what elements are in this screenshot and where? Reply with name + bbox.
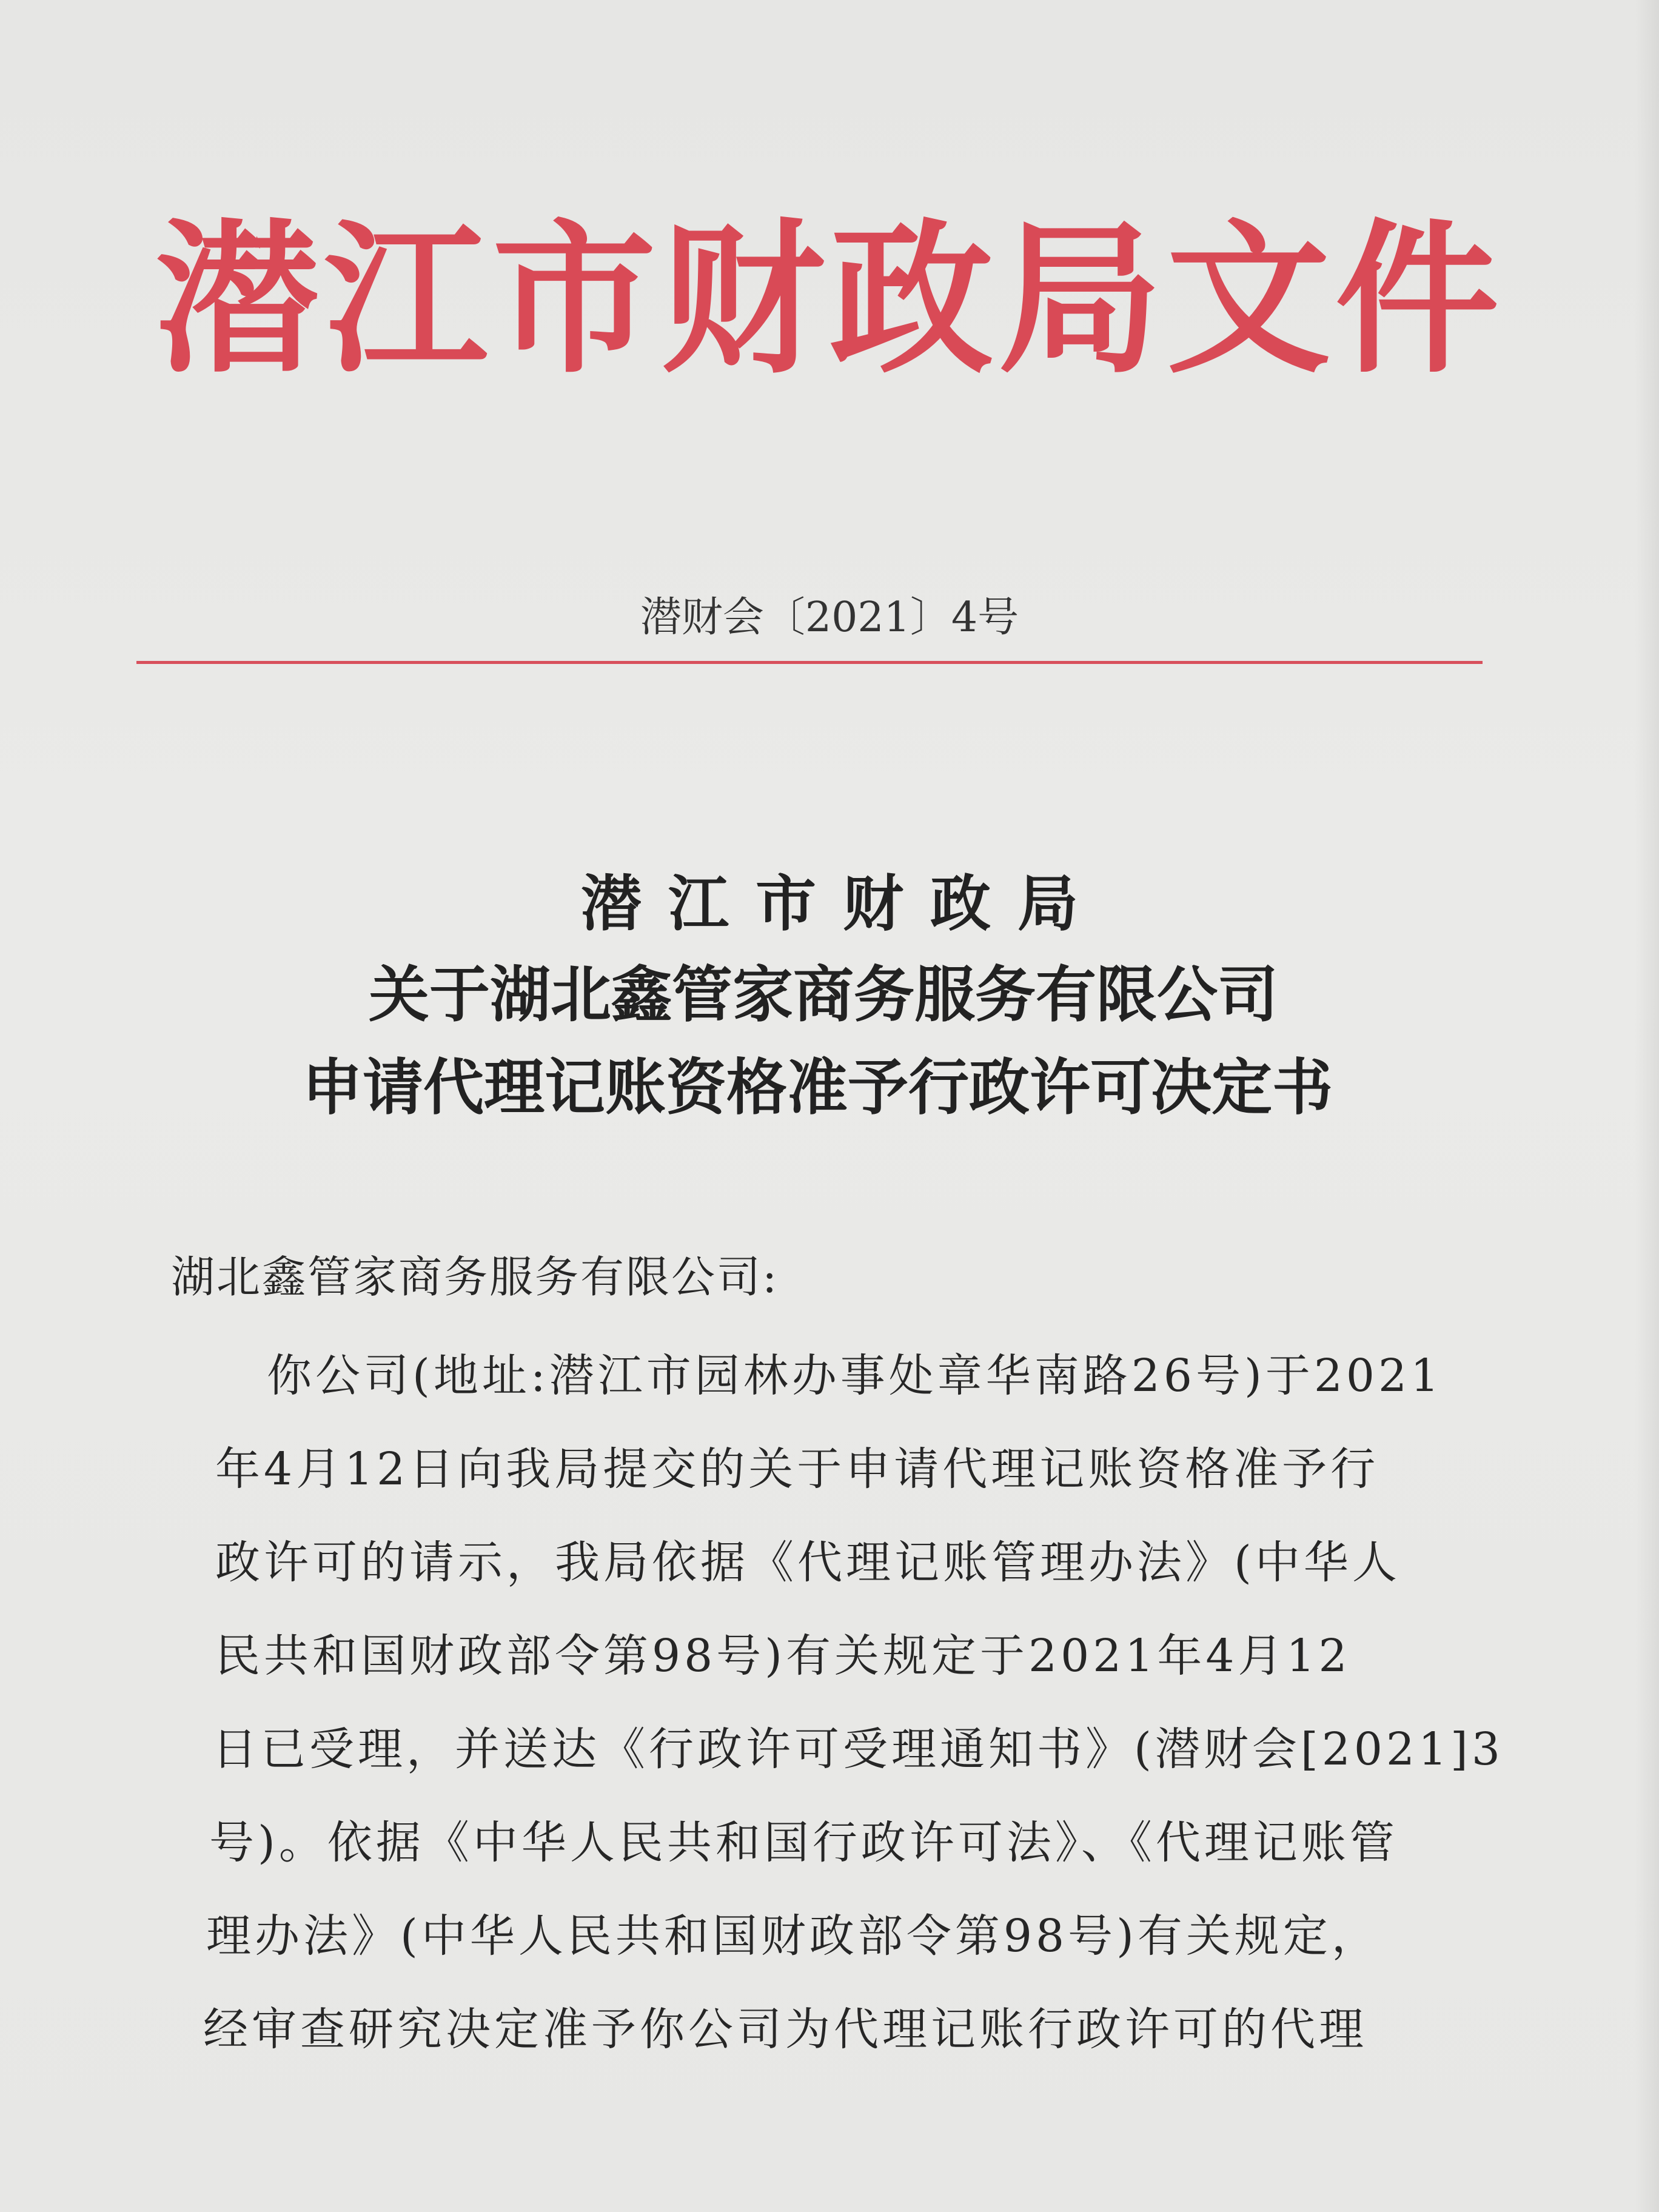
red-divider-line <box>136 661 1483 664</box>
body-line: 你公司(地址:潜江市园林办事处章华南路26号)于2021 <box>267 1350 1443 1402</box>
body-line: 号)。依据《中华人民共和国行政许可法》、《代理记账管 <box>209 1817 1398 1869</box>
body-line: 政许可的请示，我局依据《代理记账管理办法》(中华人 <box>215 1537 1401 1589</box>
body-line: 年4月12日向我局提交的关于申请代理记账资格准予行 <box>215 1443 1379 1495</box>
body-line: 经审查研究决定准予你公司为代理记账行政许可的代理 <box>203 2003 1367 2056</box>
document-number: 潜财会〔2021〕4号 <box>640 594 1019 642</box>
title-subject: 关于湖北鑫管家商务服务有限公司 <box>369 959 1278 1030</box>
title-decision: 申请代理记账资格准予行政许可决定书 <box>302 1051 1333 1123</box>
body-line: 民共和国财政部令第98号)有关规定于2021年4月12 <box>215 1630 1351 1682</box>
addressee: 湖北鑫管家商务服务有限公司: <box>171 1252 779 1302</box>
body-line: 理办法》(中华人民共和国财政部令第98号)有关规定， <box>206 1910 1380 1962</box>
page-edge-shadow <box>1635 0 1659 2212</box>
body-line: 日已受理，并送达《行政许可受理通知书》(潜财会[2021]3 <box>212 1723 1504 1775</box>
masthead-title: 潜江市财政局文件 <box>155 204 1504 395</box>
title-issuer: 潜江市财政局 <box>581 868 1105 939</box>
